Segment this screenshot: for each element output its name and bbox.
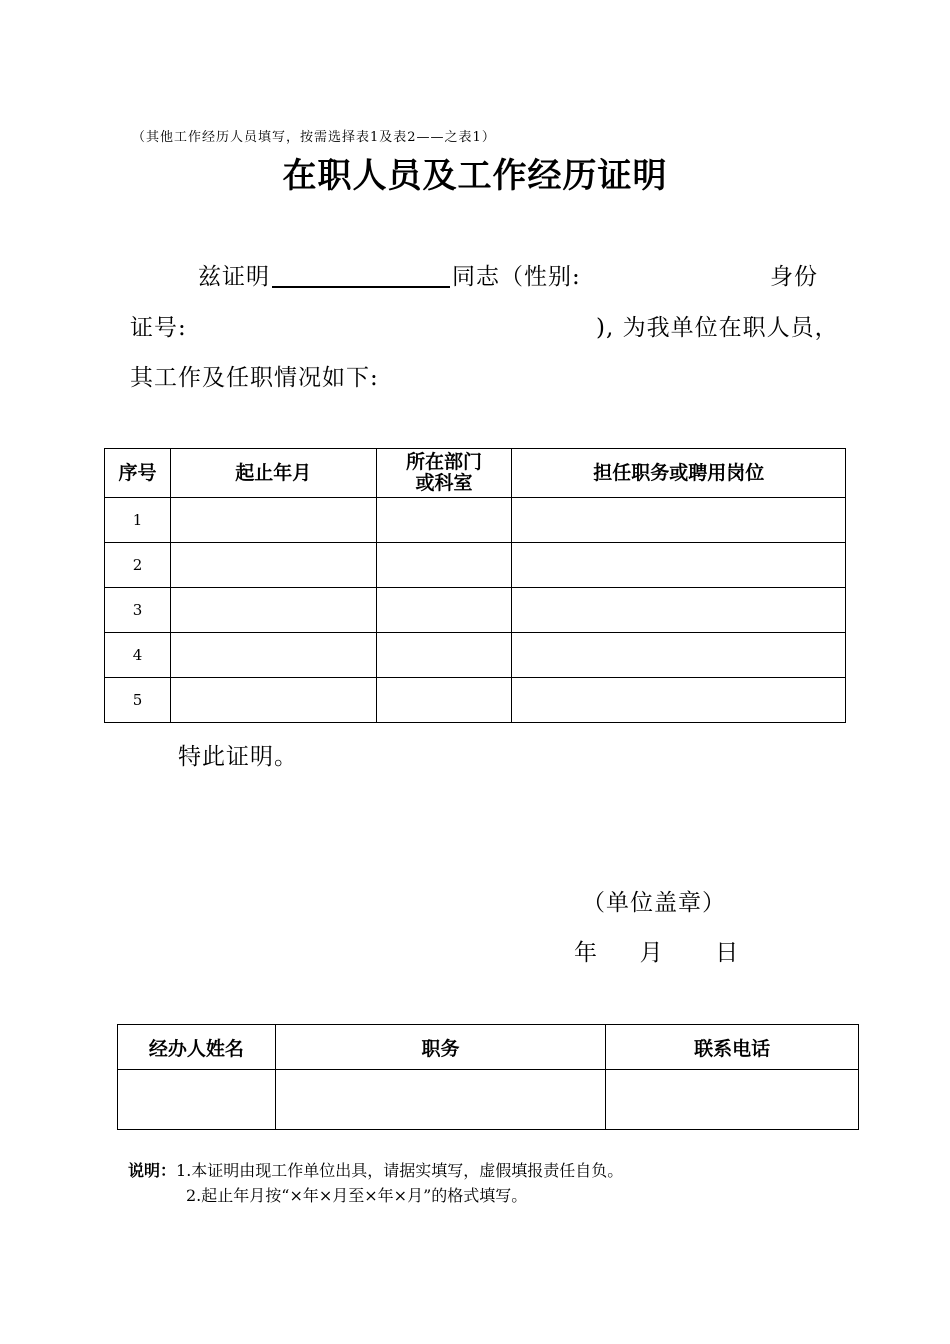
department-cell[interactable] [376, 543, 512, 588]
year-label: 年 [574, 940, 597, 966]
notes-label: 说明： [128, 1161, 177, 1180]
department-cell[interactable] [376, 498, 512, 543]
row-seq: 4 [105, 633, 171, 678]
col-header-phone: 联系电话 [606, 1025, 859, 1070]
employment-statement: ), 为我单位在职人员， [596, 315, 839, 341]
table-row [105, 678, 846, 723]
row-seq: 2 [105, 543, 171, 588]
note-item-1: 1.本证明由现工作单位出具，请据实填写，虚假填报责任自负。 [176, 1161, 624, 1180]
form-instruction-note: （其他工作经历人员填写，按需选择表1及表2——之表1） [132, 130, 496, 145]
row-seq: 1 [105, 498, 171, 543]
table-header-row [105, 449, 846, 498]
table-row [118, 1070, 859, 1130]
work-history-table [104, 448, 846, 723]
col-header-position: 担任职务或聘用岗位 [512, 449, 846, 498]
handler-table [117, 1024, 859, 1130]
period-cell[interactable] [170, 588, 376, 633]
position-cell[interactable] [512, 498, 846, 543]
col-header-handler-name: 经办人姓名 [118, 1025, 276, 1070]
work-intro-text: 其工作及任职情况如下: [130, 365, 379, 391]
period-cell[interactable] [170, 678, 376, 723]
department-cell[interactable] [376, 678, 512, 723]
id-label-part1: 身份 [770, 264, 818, 290]
row-seq: 3 [105, 588, 171, 633]
page-title: 在职人员及工作经历证明 [282, 156, 668, 196]
position-cell[interactable] [512, 633, 846, 678]
note-item-2: 2.起止年月按“×年×月至×年×月”的格式填写。 [186, 1186, 528, 1205]
phone-cell[interactable] [606, 1070, 859, 1130]
position-cell[interactable] [512, 678, 846, 723]
handler-name-cell[interactable] [118, 1070, 276, 1130]
period-cell[interactable] [170, 543, 376, 588]
col-header-period: 起止年月 [170, 449, 376, 498]
col-header-seq: 序号 [105, 449, 171, 498]
position-cell[interactable] [512, 588, 846, 633]
row-seq: 5 [105, 678, 171, 723]
date-line [574, 934, 738, 967]
table-row [105, 498, 846, 543]
unit-seal-label: （单位盖章） [582, 890, 726, 916]
closing-statement: 特此证明。 [178, 744, 298, 770]
col-header-department: 所在部门 或科室 [376, 449, 512, 498]
period-cell[interactable] [170, 633, 376, 678]
certify-prefix: 兹证明 [198, 264, 270, 290]
gender-label: 同志（性别: [452, 264, 581, 290]
department-cell[interactable] [376, 588, 512, 633]
footnotes [128, 1158, 623, 1208]
name-blank-field[interactable] [272, 286, 450, 288]
month-label: 月 [639, 940, 663, 966]
department-cell[interactable] [376, 633, 512, 678]
day-label: 日 [715, 940, 739, 966]
table-row [105, 633, 846, 678]
period-cell[interactable] [170, 498, 376, 543]
table-row [105, 543, 846, 588]
table-header-row [118, 1025, 859, 1070]
table-row [105, 588, 846, 633]
col-header-handler-title: 职务 [275, 1025, 606, 1070]
position-cell[interactable] [512, 543, 846, 588]
id-label-part2: 证号: [130, 315, 187, 341]
handler-title-cell[interactable] [275, 1070, 606, 1130]
